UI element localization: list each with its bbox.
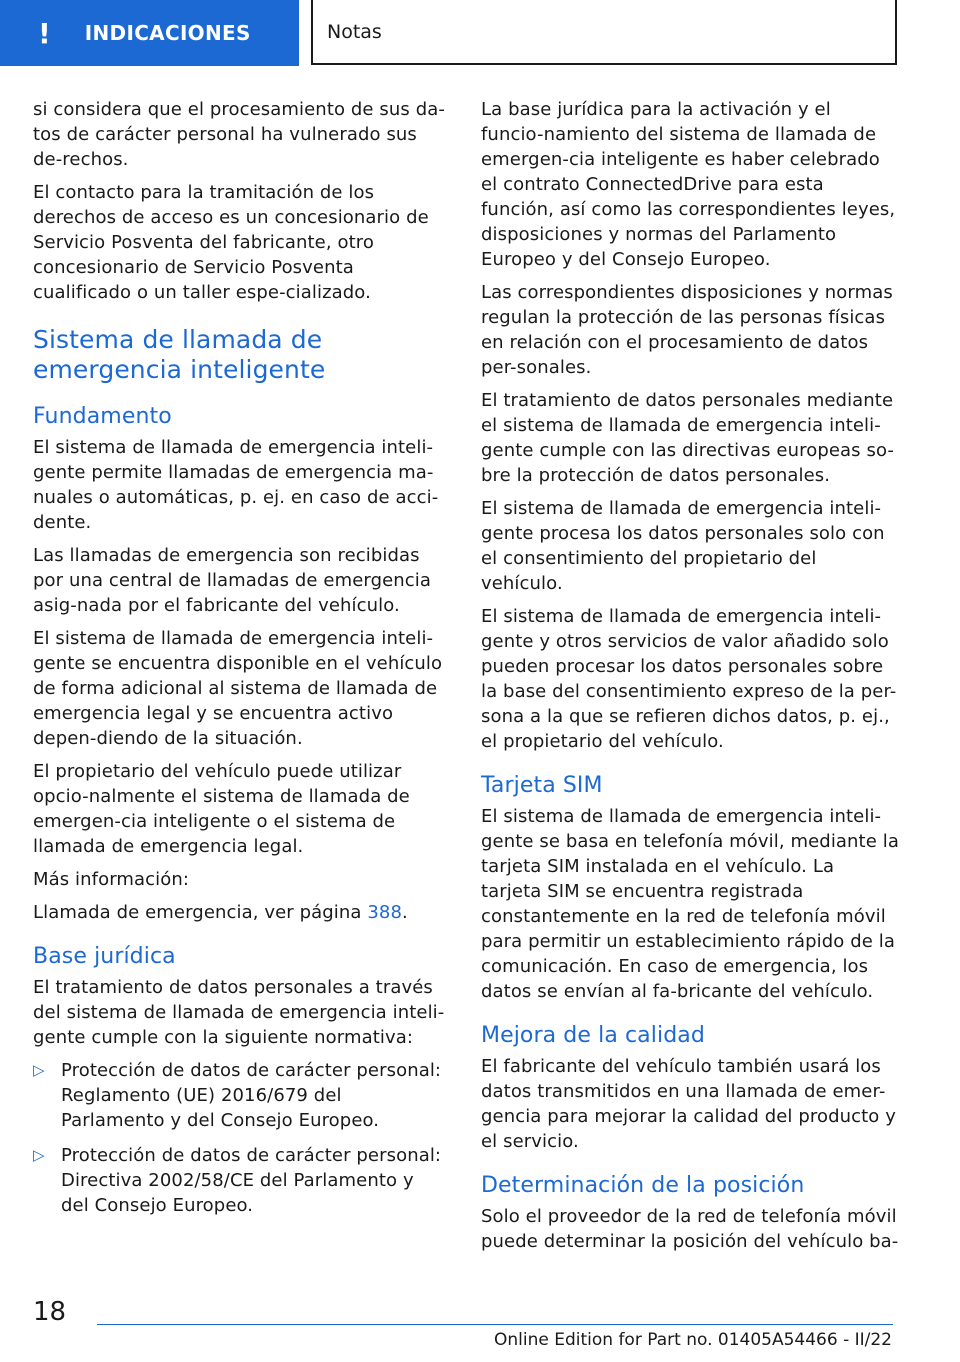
triangle-bullet-icon: ▷: [33, 1146, 45, 1164]
paragraph: si considera que el procesamiento de sus da-tos de carácter personal ha vulnerado sus de-rechos.: [33, 99, 445, 170]
paragraph: El contacto para la tramitación de los derechos de acceso es un concesionario de Servicio Posventa del fabricante, otro concesionario de Servicio Posventa cualificado o un taller espe-cializado.: [33, 182, 429, 303]
paragraph: El sistema de llamada de emergencia inteli-gente y otros servicios de valor añadido solo pueden procesar los datos personales sobre la base del consentimiento expreso de la per-sona a la que se refieren dichos datos, p. ej., el propietario del vehículo.: [481, 606, 897, 752]
right-column: [481, 97, 899, 1262]
edition-footer: Online Edition for Part no. 01405A54466 - II/22: [493, 1330, 892, 1350]
paragraph: Más información:: [33, 869, 190, 890]
subheading-fundamento: Fundamento: [33, 404, 172, 429]
reference-end: .: [402, 902, 408, 923]
paragraph: El fabricante del vehículo también usará los datos transmitidos en una llamada de emer-gencia para mejorar la calidad del producto y el servicio.: [481, 1056, 896, 1152]
paragraph: El propietario del vehículo puede utilizar opcio-nalmente el sistema de llamada de emergen-cia inteligente o el sistema de llamada de emergencia legal.: [33, 761, 410, 857]
paragraph: El sistema de llamada de emergencia inteli-gente se basa en telefonía móvil, mediante la tarjeta SIM instalada en el vehículo. La tarjeta SIM se encuentra registrada constantemente en la red de telefonía móvil para permitir un establecimiento rápido de la comunicación. En caso de emergencia, los datos se envían al fa-bricante del vehículo.: [481, 806, 899, 1002]
reference-text: Llamada de emergencia, ver página: [33, 902, 368, 923]
paragraph: El sistema de llamada de emergencia inteli-gente se encuentra disponible en el vehículo de forma adicional al sistema de llamada de emergencia legal y se encuentra activo depen-diendo de la situación.: [33, 628, 443, 749]
paragraph-reference: [33, 900, 447, 925]
page-link[interactable]: 388: [367, 902, 403, 923]
subheading-tarjeta-sim: Tarjeta SIM: [481, 773, 603, 798]
left-column: [33, 97, 447, 1228]
paragraph: El sistema de llamada de emergencia inteli-gente procesa los datos personales solo con el consentimiento del propietario del vehículo.: [481, 498, 885, 594]
bullet-list: [33, 1058, 447, 1218]
page-number: 18: [33, 1297, 67, 1327]
paragraph: Las correspondientes disposiciones y normas regulan la protección de las personas físicas en relación con el procesamiento de datos per-sonales.: [481, 282, 893, 378]
paragraph: La base jurídica para la activación y el funcio-namiento del sistema de llamada de emergen-cia inteligente es haber celebrado el contrato ConnectedDrive para esta función, así como las correspondientes leyes, disposiciones y normas del Parlamento Europeo y del Consejo Europeo.: [481, 99, 896, 270]
subheading-determinacion-posicion: Determinación de la posición: [481, 1173, 805, 1198]
section-heading: Sistema de llamada de emergencia inteligente: [33, 325, 326, 384]
paragraph: Las llamadas de emergencia son recibidas por una central de llamadas de emergencia asig-nada por el fabricante del vehículo.: [33, 545, 432, 616]
paragraph: Solo el proveedor de la red de telefonía móvil puede determinar la posición del vehículo ba-: [481, 1206, 899, 1252]
list-item: [33, 1058, 447, 1133]
subheading-mejora-calidad: Mejora de la calidad: [481, 1023, 705, 1048]
list-item-text: Protección de datos de carácter personal: Directiva 2002/58/CE del Parlamento y del Consejo Europeo.: [61, 1145, 442, 1216]
warning-exclamation-icon: !: [38, 16, 51, 50]
list-item: [33, 1143, 447, 1218]
footer-divider: [97, 1324, 893, 1325]
subsection-label: Notas: [327, 20, 382, 43]
subsection-box: [311, 0, 897, 65]
paragraph: El tratamiento de datos personales a través del sistema de llamada de emergencia inteli-gente cumple con la siguiente normativa:: [33, 977, 445, 1048]
subheading-base-juridica: Base jurídica: [33, 944, 176, 969]
paragraph: El sistema de llamada de emergencia inteli-gente permite llamadas de emergencia ma-nuales o automáticas, p. ej. en caso de acci-dente.: [33, 437, 439, 533]
list-item-text: Protección de datos de carácter personal: Reglamento (UE) 2016/679 del Parlamento y del Consejo Europeo.: [61, 1060, 442, 1131]
section-tab-label: INDICACIONES: [84, 21, 251, 45]
paragraph: El tratamiento de datos personales mediante el sistema de llamada de emergencia inteli-gente cumple con las directivas europeas so-bre la protección de datos personales.: [481, 390, 894, 486]
section-tab: [0, 0, 299, 66]
triangle-bullet-icon: ▷: [33, 1061, 45, 1079]
